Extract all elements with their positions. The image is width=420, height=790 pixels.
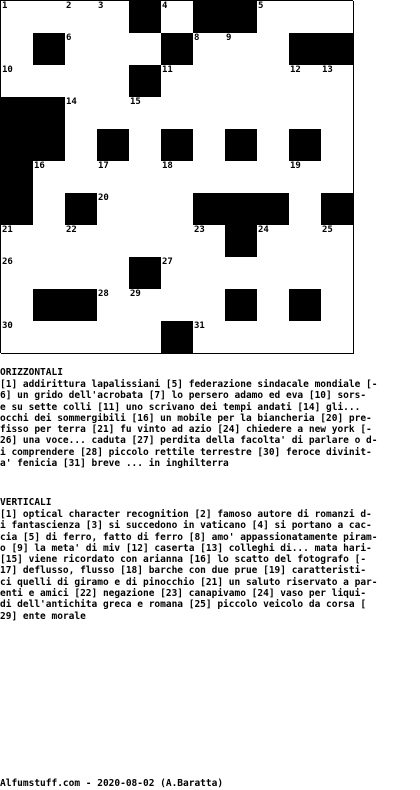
grid-cell[interactable] bbox=[289, 65, 322, 98]
footer-credit: Alfumstuff.com - 2020-08-02 (A.Baratta) bbox=[0, 778, 224, 789]
grid-cell[interactable] bbox=[321, 97, 354, 130]
grid-cell[interactable] bbox=[289, 321, 322, 354]
clue-number: 23 bbox=[194, 225, 205, 235]
black-cell bbox=[193, 193, 226, 226]
clue-line: cia [5] di ferro, fatto di ferro [8] amo' appassionatamente piram- bbox=[0, 531, 378, 543]
clue-line: enti e amici [22] negazione [23] canapivamo [24] vaso per liqui- bbox=[0, 588, 367, 600]
grid-cell[interactable] bbox=[225, 97, 258, 130]
grid-cell[interactable] bbox=[65, 225, 98, 258]
grid-cell[interactable] bbox=[321, 161, 354, 194]
black-cell bbox=[161, 321, 194, 354]
grid-cell[interactable] bbox=[1, 33, 34, 66]
black-cell bbox=[225, 193, 258, 226]
grid-cell[interactable] bbox=[1, 257, 34, 290]
grid-cell[interactable] bbox=[129, 321, 162, 354]
grid-cell[interactable] bbox=[225, 33, 258, 66]
grid-cell[interactable] bbox=[129, 97, 162, 130]
clue-line: 26] una voce... caduta [27] perdita della facolta' di parlare o d- bbox=[0, 435, 378, 447]
grid-cell[interactable] bbox=[321, 65, 354, 98]
clue-number: 19 bbox=[290, 161, 301, 171]
clue-line: 29] ente morale bbox=[0, 610, 86, 622]
grid-cell[interactable] bbox=[1, 65, 34, 98]
grid-cell[interactable] bbox=[225, 65, 258, 98]
clue-number: 25 bbox=[322, 225, 333, 235]
clue-number: 28 bbox=[98, 289, 109, 299]
grid-cell[interactable] bbox=[129, 289, 162, 322]
clue-number: 9 bbox=[226, 33, 232, 43]
black-cell bbox=[33, 33, 66, 66]
black-cell bbox=[129, 65, 162, 98]
black-cell bbox=[129, 257, 162, 290]
grid-cell[interactable] bbox=[65, 1, 98, 34]
grid-cell[interactable] bbox=[65, 161, 98, 194]
clue-number: 14 bbox=[66, 97, 77, 107]
grid-cell[interactable] bbox=[225, 321, 258, 354]
black-cell bbox=[1, 129, 34, 162]
black-cell bbox=[1, 193, 34, 226]
grid-cell[interactable] bbox=[225, 161, 258, 194]
clue-line: fisso per terra [21] fu vinto ad azio [24] chiedere a new york [- bbox=[0, 424, 372, 436]
grid-cell[interactable] bbox=[97, 289, 130, 322]
grid-cell[interactable] bbox=[161, 289, 194, 322]
grid-cell[interactable] bbox=[161, 257, 194, 290]
grid-cell[interactable] bbox=[289, 1, 322, 34]
grid-cell[interactable] bbox=[161, 225, 194, 258]
grid-cell[interactable] bbox=[1, 225, 34, 258]
black-cell bbox=[161, 33, 194, 66]
grid-cell[interactable] bbox=[1, 1, 34, 34]
grid-cell[interactable] bbox=[161, 65, 194, 98]
clue-number: 12 bbox=[290, 65, 301, 75]
grid-cell[interactable] bbox=[193, 289, 226, 322]
grid-cell[interactable] bbox=[97, 257, 130, 290]
clue-number: 11 bbox=[162, 65, 173, 75]
clue-number: 17 bbox=[98, 161, 109, 171]
grid-cell[interactable] bbox=[129, 129, 162, 162]
grid-cell[interactable] bbox=[193, 257, 226, 290]
grid-cell[interactable] bbox=[97, 193, 130, 226]
grid-cell[interactable] bbox=[161, 161, 194, 194]
grid-cell[interactable] bbox=[97, 97, 130, 130]
clue-number: 18 bbox=[162, 161, 173, 171]
clue-line: occhi dei sommergibili [16] un mobile per la biancheria [20] pre- bbox=[0, 412, 372, 424]
grid-cell[interactable] bbox=[321, 321, 354, 354]
grid-cell[interactable] bbox=[161, 193, 194, 226]
across-title: ORIZZONTALI bbox=[0, 367, 63, 378]
grid-cell[interactable] bbox=[257, 225, 290, 258]
clue-line: [1] optical character recognition [2] famoso autore di romanzi d- bbox=[0, 509, 372, 520]
clue-line: ci quelli di giramo e di pinocchio [21] un saluto riservato a par- bbox=[0, 576, 378, 588]
black-cell bbox=[193, 1, 226, 34]
black-cell bbox=[321, 193, 354, 226]
grid-cell[interactable] bbox=[129, 193, 162, 226]
black-cell bbox=[33, 129, 66, 162]
black-cell bbox=[225, 289, 258, 322]
clue-line: i comprendere [28] piccolo rettile terrestre [30] feroce divinit- bbox=[0, 446, 372, 458]
black-cell bbox=[33, 289, 66, 322]
clue-number: 21 bbox=[2, 225, 13, 235]
black-cell bbox=[1, 161, 34, 194]
grid-cell[interactable] bbox=[321, 257, 354, 290]
grid-cell[interactable] bbox=[289, 193, 322, 226]
grid-cell[interactable] bbox=[129, 225, 162, 258]
grid-cell[interactable] bbox=[65, 65, 98, 98]
down-clues bbox=[0, 509, 412, 622]
clue-line: e su sette colli [11] uno scrivano dei tempi andati [14] gli... bbox=[0, 401, 361, 413]
grid-cell[interactable] bbox=[193, 161, 226, 194]
grid-cell[interactable] bbox=[257, 97, 290, 130]
grid-cell[interactable] bbox=[257, 1, 290, 34]
grid-cell[interactable] bbox=[257, 289, 290, 322]
clue-line: 6] un grido dell'acrobata [7] lo persero adamo ed eva [10] sors- bbox=[0, 390, 367, 402]
clue-number: 27 bbox=[162, 257, 173, 267]
grid-cell[interactable] bbox=[257, 161, 290, 194]
grid-cell[interactable] bbox=[161, 1, 194, 34]
grid-cell[interactable] bbox=[321, 289, 354, 322]
grid-cell[interactable] bbox=[193, 321, 226, 354]
grid-cell[interactable] bbox=[321, 1, 354, 34]
grid-cell[interactable] bbox=[97, 321, 130, 354]
black-cell bbox=[225, 1, 258, 34]
black-cell bbox=[129, 1, 162, 34]
grid-cell[interactable] bbox=[257, 65, 290, 98]
crossword-grid bbox=[0, 0, 353, 353]
grid-cell[interactable] bbox=[33, 65, 66, 98]
grid-cell[interactable] bbox=[65, 129, 98, 162]
clue-number: 2 bbox=[66, 1, 72, 11]
grid-cell[interactable] bbox=[193, 97, 226, 130]
down-title: VERTICALI bbox=[0, 497, 52, 508]
black-cell bbox=[225, 129, 258, 162]
grid-cell[interactable] bbox=[257, 257, 290, 290]
black-cell bbox=[321, 33, 354, 66]
clue-number: 29 bbox=[130, 289, 141, 299]
clue-number: 20 bbox=[98, 193, 109, 203]
grid-cell[interactable] bbox=[289, 161, 322, 194]
black-cell bbox=[1, 97, 34, 130]
grid-cell[interactable] bbox=[65, 321, 98, 354]
clue-number: 6 bbox=[66, 33, 72, 43]
black-cell bbox=[289, 33, 322, 66]
clue-number: 30 bbox=[2, 321, 13, 331]
across-clues bbox=[0, 379, 412, 469]
clue-number: 4 bbox=[162, 1, 168, 11]
grid-cell[interactable] bbox=[289, 225, 322, 258]
black-cell bbox=[257, 193, 290, 226]
black-cell bbox=[225, 225, 258, 258]
clue-number: 3 bbox=[98, 1, 104, 11]
grid-cell[interactable] bbox=[97, 161, 130, 194]
grid-cell[interactable] bbox=[33, 321, 66, 354]
clue-line: i fantascienza [3] si succedono in vaticano [4] si portano a cac- bbox=[0, 520, 372, 532]
grid-cell[interactable] bbox=[97, 65, 130, 98]
grid-cell[interactable] bbox=[161, 97, 194, 130]
grid-cell[interactable] bbox=[65, 257, 98, 290]
grid-cell[interactable] bbox=[97, 33, 130, 66]
grid-cell[interactable] bbox=[193, 129, 226, 162]
grid-cell[interactable] bbox=[289, 97, 322, 130]
grid-cell[interactable] bbox=[33, 1, 66, 34]
grid-cell[interactable] bbox=[97, 1, 130, 34]
clue-number: 10 bbox=[2, 65, 13, 75]
clue-line: [1] addirittura lapalissiani [5] federazione sindacale mondiale [- bbox=[0, 379, 378, 390]
clue-number: 16 bbox=[34, 161, 45, 171]
grid-cell[interactable] bbox=[129, 161, 162, 194]
grid-cell[interactable] bbox=[129, 33, 162, 66]
grid-cell[interactable] bbox=[33, 193, 66, 226]
grid-cell[interactable] bbox=[65, 33, 98, 66]
clue-number: 8 bbox=[194, 33, 200, 43]
grid-cell[interactable] bbox=[1, 321, 34, 354]
clue-number: 31 bbox=[194, 321, 205, 331]
clue-line: [15] viene ricordato con arianna [16] lo scatto del fotografo [- bbox=[0, 554, 367, 566]
clue-number: 22 bbox=[66, 225, 77, 235]
black-cell bbox=[289, 129, 322, 162]
grid-cell[interactable] bbox=[321, 129, 354, 162]
grid-cell[interactable] bbox=[257, 33, 290, 66]
black-cell bbox=[65, 193, 98, 226]
clue-number: 24 bbox=[258, 225, 269, 235]
clue-number: 15 bbox=[130, 97, 141, 107]
clue-line: 17] deflusso, flusso [18] barche con due prue [19] caratteristi- bbox=[0, 565, 367, 577]
grid-cell[interactable] bbox=[257, 321, 290, 354]
grid-cell[interactable] bbox=[193, 65, 226, 98]
black-cell bbox=[65, 289, 98, 322]
black-cell bbox=[97, 129, 130, 162]
clue-number: 26 bbox=[2, 257, 13, 267]
grid-cell[interactable] bbox=[33, 257, 66, 290]
clue-line: di dell'antichita greca e romana [25] piccolo veicolo da corsa [ bbox=[0, 599, 367, 611]
clue-number: 1 bbox=[2, 1, 8, 11]
grid-cell[interactable] bbox=[97, 225, 130, 258]
grid-cell[interactable] bbox=[1, 289, 34, 322]
grid-cell[interactable] bbox=[321, 225, 354, 258]
clue-line: a' fenicia [31] breve ... in inghilterra bbox=[0, 458, 229, 470]
grid-cell[interactable] bbox=[193, 33, 226, 66]
clue-line: o [9] la meta' di miv [12] caserta [13] colleghi di... mata hari- bbox=[0, 542, 372, 554]
grid-cell[interactable] bbox=[65, 97, 98, 130]
grid-cell[interactable] bbox=[193, 225, 226, 258]
clue-number: 5 bbox=[258, 1, 264, 11]
grid-cell[interactable] bbox=[33, 161, 66, 194]
grid-cell[interactable] bbox=[33, 225, 66, 258]
black-cell bbox=[161, 129, 194, 162]
black-cell bbox=[289, 289, 322, 322]
grid-cell[interactable] bbox=[257, 129, 290, 162]
grid-cell[interactable] bbox=[289, 257, 322, 290]
clue-number: 13 bbox=[322, 65, 333, 75]
black-cell bbox=[33, 97, 66, 130]
grid-cell[interactable] bbox=[225, 257, 258, 290]
